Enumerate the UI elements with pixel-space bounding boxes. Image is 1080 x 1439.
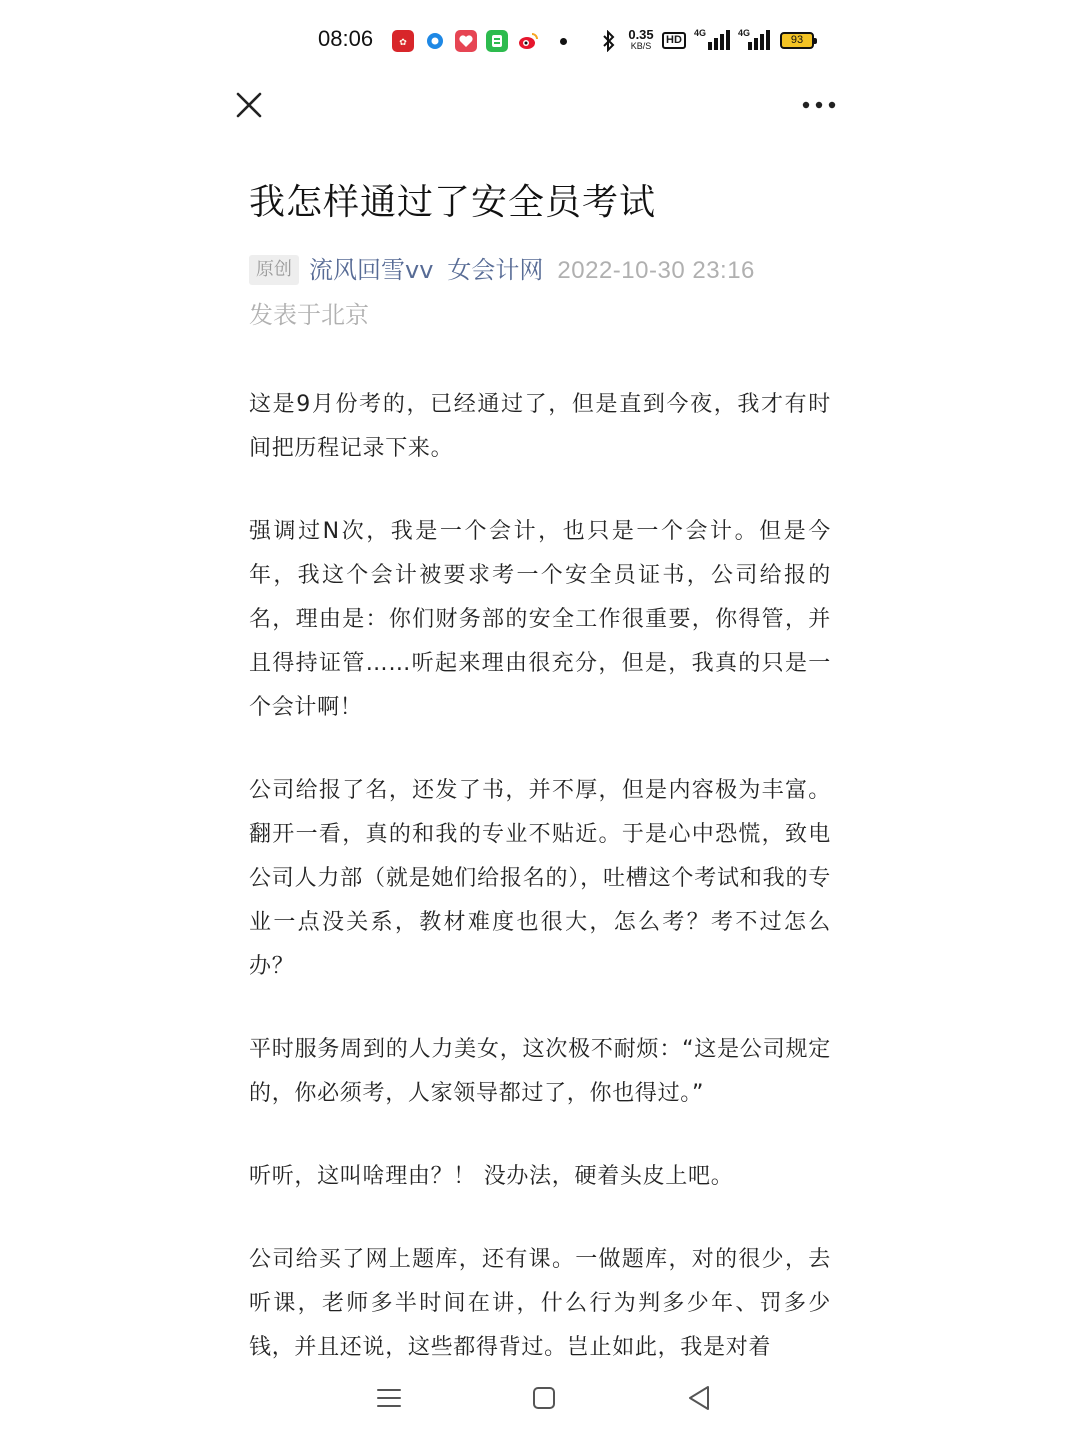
battery-icon: 93 (780, 32, 814, 49)
browser-icon (424, 30, 446, 52)
home-icon (529, 1383, 559, 1413)
back-button[interactable] (684, 1383, 714, 1413)
paragraph: 平时服务周到的人力美女，这次极不耐烦：“这是公司规定的，你必须考，人家领导都过了，你也得过。” (249, 1037, 831, 1106)
article-body (249, 383, 831, 1365)
signal-label-1: 4G (694, 28, 707, 38)
net-speed-value: 0.35 (628, 27, 654, 42)
paragraph: 公司给买了网上题库，还有课。一做题库，对的很少，去听课，老师多半时间在讲，什么行为判多少年、罚多少钱，并且还说，这些都得背过。岂止如此，我是对着 (249, 1247, 831, 1360)
app-notification-icon (392, 30, 414, 52)
heart-app-icon (455, 30, 477, 52)
back-icon (684, 1383, 714, 1413)
close-icon (232, 88, 266, 122)
svg-text:✿: ✿ (399, 38, 407, 48)
author-link[interactable]: 流风回雪vv (309, 256, 434, 284)
publish-location: 发表于北京 (249, 301, 369, 329)
original-badge: 原创 (249, 255, 299, 285)
signal-label-2: 4G (738, 28, 751, 38)
weibo-icon (517, 30, 539, 52)
net-speed (624, 29, 658, 51)
article-title: 我怎样通过了安全员考试 (249, 182, 657, 223)
article-meta (249, 246, 849, 295)
publish-date: 2022-10-30 23:16 (557, 257, 755, 284)
account-link[interactable]: 女会计网 (447, 256, 544, 284)
home-button[interactable] (529, 1383, 559, 1413)
hd-badge: HD (662, 32, 686, 49)
paragraph: 强调过N次，我是一个会计，也只是一个会计。但是今年，我这个会计被要求考一个安全员证书，公司给报的名，理由是：你们财务部的安全工作很重要，你得管，并且得持证管……听起来理由很充分，但是，我真的只是一个会计啊！ (249, 519, 831, 720)
close-button[interactable] (232, 88, 266, 122)
notification-dot (560, 38, 567, 45)
paragraph: 这是9月份考的，已经通过了，但是直到今夜，我才有时间把历程记录下来。 (249, 392, 831, 461)
bluetooth-icon (602, 30, 616, 56)
paragraph: 公司给报了名，还发了书，并不厚，但是内容极为丰富。翻开一看，真的和我的专业不贴近。于是心中恐慌，致电公司人力部（就是她们给报名的），吐槽这个考试和我的专业一点没关系，教材难度也很大，怎么考？考不过怎么办？ (249, 778, 831, 979)
more-icon (800, 92, 838, 118)
wechat-icon (486, 30, 508, 52)
paragraph: 听听，这叫啥理由？！ 没办法，硬着头皮上吧。 (249, 1164, 734, 1189)
menu-icon (374, 1383, 404, 1413)
status-bar (0, 0, 1080, 84)
menu-button[interactable] (374, 1383, 404, 1413)
net-speed-unit: KB/S (630, 41, 652, 51)
status-time: 08:06 (318, 26, 374, 51)
more-button[interactable] (800, 92, 838, 118)
system-nav-bar (0, 1365, 1080, 1439)
